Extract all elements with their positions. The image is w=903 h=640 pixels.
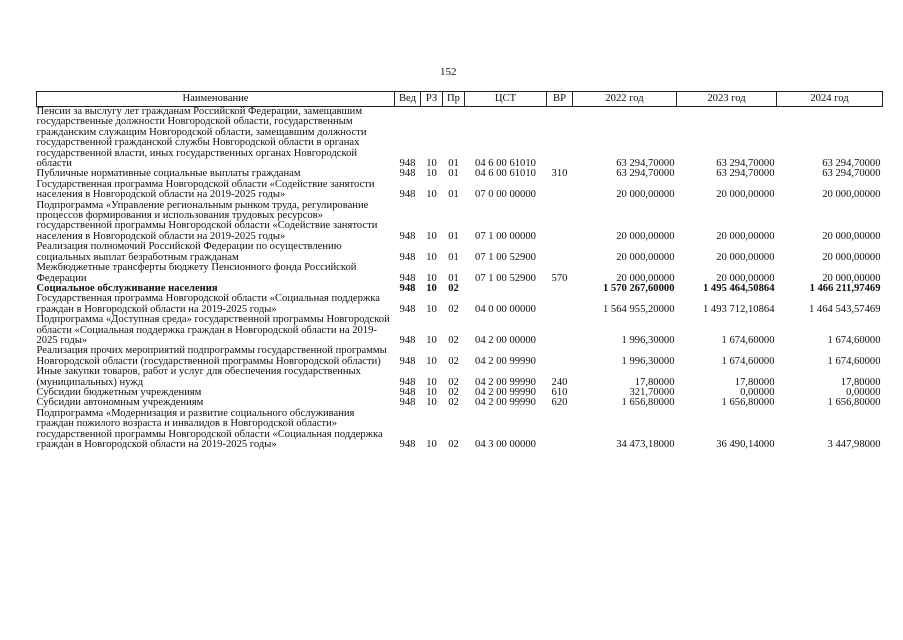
header-rz: РЗ bbox=[421, 92, 443, 107]
table-row bbox=[37, 107, 883, 170]
cell-name: Пенсии за выслугу лет гражданам Российской Федерации, замещавшим государственные должности Новгородской области, государственным гражданским служащим Новгородской области, замещавшим должности государственной гражданской службы Новгородской области в органах государственной власти, иных государственных органах Новгородской области bbox=[36, 106, 367, 170]
cell-cst: 04 2 00 99990 bbox=[475, 397, 536, 409]
cell-amount-2023: 17,80000 bbox=[734, 376, 775, 388]
cell-name: Подпрограмма «Доступная среда» государственной программы Новгородской области «Социальная поддержка граждан в Новгородской области на 2019-2025 годы» bbox=[36, 314, 390, 346]
cell-pr: 01 bbox=[448, 272, 459, 284]
header-name: Наименование bbox=[37, 92, 395, 107]
cell-rz: 10 bbox=[426, 376, 437, 388]
cell-rz: 10 bbox=[426, 397, 437, 409]
cell-amount-2023: 36 490,14000 bbox=[716, 439, 775, 450]
cell-ved: 948 bbox=[399, 303, 416, 315]
cell-rz: 10 bbox=[426, 439, 437, 450]
cell-pr: 02 bbox=[448, 282, 459, 294]
cell-amount-2022: 63 294,70000 bbox=[616, 158, 675, 170]
cell-pr: 01 bbox=[448, 230, 459, 242]
cell-amount-2022: 1 564 955,20000 bbox=[602, 303, 675, 315]
cell-vr bbox=[547, 409, 573, 451]
cell-pr: 02 bbox=[448, 376, 459, 388]
cell-amount-2024: 1 674,60000 bbox=[827, 334, 881, 346]
cell-amount-2022: 20 000,00000 bbox=[616, 251, 675, 263]
cell-name: Государственная программа Новгородской области «Содействие занятости населения в Новгородской области на 2019-2025 годы» bbox=[36, 178, 375, 201]
cell-cst: 07 1 00 52900 bbox=[475, 272, 536, 284]
header-ved: Вед bbox=[395, 92, 421, 107]
cell-amount-2022: 321,70000 bbox=[629, 386, 675, 398]
cell-cst: 07 1 00 00000 bbox=[475, 230, 536, 242]
table-row bbox=[37, 409, 883, 451]
cell-cst: 04 6 00 61010 bbox=[475, 158, 536, 170]
table-row bbox=[37, 315, 883, 346]
cell-amount-2023: 1 674,60000 bbox=[721, 334, 775, 346]
cell-amount-2023: 1 493 712,10864 bbox=[702, 303, 775, 315]
cell-rz: 10 bbox=[426, 355, 437, 367]
cell-cst: 07 1 00 52900 bbox=[475, 251, 536, 263]
cell-rz: 10 bbox=[426, 189, 437, 201]
cell-amount-2024: 1 674,60000 bbox=[827, 355, 881, 367]
cell-ved: 948 bbox=[399, 272, 416, 284]
cell-vr bbox=[547, 242, 573, 263]
cell-ved: 948 bbox=[399, 251, 416, 263]
cell-ved: 948 bbox=[399, 355, 416, 367]
cell-ved: 948 bbox=[399, 282, 416, 294]
table-row bbox=[37, 180, 883, 201]
cell-amount-2024: 20 000,00000 bbox=[822, 189, 881, 201]
cell-amount-2022: 1 996,30000 bbox=[621, 334, 675, 346]
cell-vr bbox=[547, 107, 573, 170]
cell-amount-2023: 20 000,00000 bbox=[716, 272, 775, 284]
page-number: 152 bbox=[440, 66, 457, 78]
table-row bbox=[37, 242, 883, 263]
cell-vr: 310 bbox=[551, 168, 568, 180]
cell-amount-2022: 20 000,00000 bbox=[616, 230, 675, 242]
cell-pr: 01 bbox=[448, 158, 459, 170]
cell-amount-2024: 1 464 543,57469 bbox=[808, 303, 881, 315]
cell-vr: 620 bbox=[551, 397, 568, 409]
cell-name: Иные закупки товаров, работ и услуг для обеспечения государственных (муниципальных) нужд bbox=[36, 366, 361, 388]
cell-amount-2023: 1 674,60000 bbox=[721, 355, 775, 367]
table-row bbox=[37, 346, 883, 367]
cell-pr: 02 bbox=[448, 334, 459, 346]
cell-cst: 04 2 00 99990 bbox=[475, 386, 536, 398]
cell-amount-2023: 0,00000 bbox=[740, 386, 775, 398]
cell-rz: 10 bbox=[426, 334, 437, 346]
table-header-row bbox=[37, 92, 883, 107]
cell-amount-2024: 63 294,70000 bbox=[822, 158, 881, 170]
header-pr: Пр bbox=[443, 92, 465, 107]
cell-name: Субсидии автономным учреждениям bbox=[36, 397, 204, 409]
cell-ved: 948 bbox=[399, 158, 416, 170]
cell-amount-2022: 1 996,30000 bbox=[621, 355, 675, 367]
cell-vr: 570 bbox=[551, 272, 568, 284]
cell-rz: 10 bbox=[426, 230, 437, 242]
header-cst: ЦСТ bbox=[465, 92, 547, 107]
table-row bbox=[37, 367, 883, 388]
cell-rz: 10 bbox=[426, 168, 437, 180]
table-row bbox=[37, 294, 883, 315]
header-2022: 2022 год bbox=[573, 92, 677, 107]
cell-amount-2024: 20 000,00000 bbox=[822, 230, 881, 242]
cell-vr bbox=[547, 180, 573, 201]
cell-amount-2023: 20 000,00000 bbox=[716, 189, 775, 201]
cell-rz: 10 bbox=[426, 303, 437, 315]
cell-name: Реализация полномочий Российской Федерации по осуществлению социальных выплат безработным гражданам bbox=[36, 241, 342, 263]
cell-amount-2022: 17,80000 bbox=[634, 376, 675, 388]
cell-ved: 948 bbox=[399, 168, 416, 180]
cell-pr: 02 bbox=[448, 397, 459, 409]
cell-ved: 948 bbox=[399, 189, 416, 201]
cell-name: Социальное обслуживание населения bbox=[36, 282, 218, 294]
cell-amount-2023: 63 294,70000 bbox=[716, 168, 775, 180]
cell-ved: 948 bbox=[399, 386, 416, 398]
cell-name: Реализация прочих мероприятий подпрограммы государственной программы Новгородской области (государственной программы Новгородской области) bbox=[36, 345, 387, 367]
cell-rz: 10 bbox=[426, 272, 437, 284]
cell-pr: 01 bbox=[448, 251, 459, 263]
cell-vr bbox=[547, 294, 573, 315]
cell-rz: 10 bbox=[426, 282, 437, 294]
cell-vr bbox=[547, 284, 573, 294]
cell-amount-2024: 20 000,00000 bbox=[822, 272, 881, 284]
cell-ved: 948 bbox=[399, 376, 416, 388]
cell-amount-2022: 63 294,70000 bbox=[616, 168, 675, 180]
cell-pr: 02 bbox=[448, 439, 459, 450]
cell-cst bbox=[465, 284, 547, 294]
cell-name: Публичные нормативные социальные выплаты гражданам bbox=[36, 168, 301, 180]
cell-amount-2024: 0,00000 bbox=[846, 386, 881, 398]
cell-amount-2022: 20 000,00000 bbox=[616, 189, 675, 201]
cell-ved: 948 bbox=[399, 397, 416, 409]
cell-rz: 10 bbox=[426, 158, 437, 170]
cell-cst: 07 0 00 00000 bbox=[475, 189, 536, 201]
table-row bbox=[37, 201, 883, 243]
header-2023: 2023 год bbox=[677, 92, 777, 107]
header-2024: 2024 год bbox=[777, 92, 883, 107]
cell-name: Межбюджетные трансферты бюджету Пенсионного фонда Российской Федерации bbox=[36, 262, 357, 284]
cell-pr: 01 bbox=[448, 189, 459, 201]
cell-pr: 02 bbox=[448, 303, 459, 315]
cell-pr: 02 bbox=[448, 355, 459, 367]
cell-amount-2022: 1 570 267,60000 bbox=[602, 282, 675, 294]
cell-rz: 10 bbox=[426, 386, 437, 398]
cell-cst: 04 2 00 99990 bbox=[475, 376, 536, 388]
cell-name: Государственная программа Новгородской области «Социальная поддержка граждан в Новгородской области на 2019-2025 годы» bbox=[36, 293, 380, 315]
cell-pr: 02 bbox=[448, 386, 459, 398]
cell-amount-2024: 3 447,98000 bbox=[827, 439, 881, 450]
cell-cst: 04 3 00 00000 bbox=[475, 439, 536, 450]
cell-amount-2023: 1 656,80000 bbox=[721, 397, 775, 409]
cell-ved: 948 bbox=[399, 439, 416, 450]
cell-name: Подпрограмма «Управление региональным рынком труда, регулирование процессов формирования и использования трудовых ресурсов» государственной программы Новгородской области «Содействие занятости населения в Новгородской области на 2019-2025 годы» bbox=[36, 199, 378, 242]
cell-amount-2023: 1 495 464,50864 bbox=[702, 282, 775, 294]
cell-amount-2022: 34 473,18000 bbox=[616, 439, 675, 450]
cell-name: Подпрограмма «Модернизация и развитие социального обслуживания граждан пожилого возраста и инвалидов в Новгородской области» государственной программы Новгородской области «Социальная поддержка граждан в Новгородской области на 2019-2025 годы» bbox=[36, 407, 383, 450]
cell-vr bbox=[547, 315, 573, 346]
table-row bbox=[37, 263, 883, 284]
cell-amount-2024: 17,80000 bbox=[840, 376, 881, 388]
cell-name: Субсидии бюджетным учреждениям bbox=[36, 386, 202, 398]
cell-cst: 04 2 00 00000 bbox=[475, 334, 536, 346]
cell-cst: 04 2 00 99990 bbox=[475, 355, 536, 367]
cell-amount-2023: 63 294,70000 bbox=[716, 158, 775, 170]
cell-ved: 948 bbox=[399, 230, 416, 242]
cell-amount-2024: 1 656,80000 bbox=[827, 397, 881, 409]
header-vr: ВР bbox=[547, 92, 573, 107]
cell-cst: 04 0 00 00000 bbox=[475, 303, 536, 315]
cell-amount-2022: 20 000,00000 bbox=[616, 272, 675, 284]
cell-amount-2023: 20 000,00000 bbox=[716, 230, 775, 242]
cell-amount-2024: 20 000,00000 bbox=[822, 251, 881, 263]
cell-cst: 04 6 00 61010 bbox=[475, 168, 536, 180]
cell-rz: 10 bbox=[426, 251, 437, 263]
cell-amount-2024: 63 294,70000 bbox=[822, 168, 881, 180]
cell-pr: 01 bbox=[448, 168, 459, 180]
cell-vr: 240 bbox=[551, 376, 568, 388]
cell-vr: 610 bbox=[551, 386, 568, 398]
cell-vr bbox=[547, 201, 573, 243]
cell-amount-2023: 20 000,00000 bbox=[716, 251, 775, 263]
budget-table bbox=[36, 91, 882, 450]
cell-ved: 948 bbox=[399, 334, 416, 346]
cell-amount-2024: 1 466 211,97469 bbox=[809, 282, 881, 294]
cell-amount-2022: 1 656,80000 bbox=[621, 397, 675, 409]
cell-vr bbox=[547, 346, 573, 367]
